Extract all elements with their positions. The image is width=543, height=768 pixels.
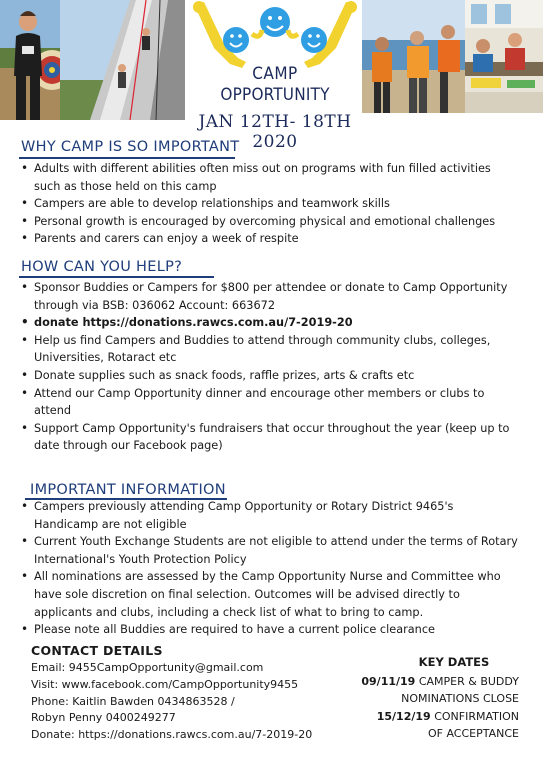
help-list <box>18 279 518 455</box>
key-date-nominations <box>349 673 519 691</box>
key-dates-title: KEY DATES <box>418 655 490 669</box>
confirmation-text: CONFIRMATION <box>430 709 519 723</box>
nominations-date: 09/11/19 <box>361 674 416 688</box>
nominations-text-2: NOMINATIONS CLOSE <box>401 692 519 705</box>
why-heading: WHY CAMP IS SO IMPORTANT <box>21 139 240 155</box>
logo-opportunity-text: OPPORTUNITY <box>220 85 330 105</box>
list-item: • Support Camp Opportunity's fundraisers that occur throughout the year (keep up to date through our Facebook page) <box>18 420 518 455</box>
list-item: • Personal growth is encouraged by overcoming physical and emotional challenges <box>18 213 518 231</box>
photo-climbing-wall <box>60 0 185 120</box>
list-item: • Help us find Campers and Buddies to attend through community clubs, colleges, Universities, Rotaract etc <box>18 332 518 367</box>
contact-phone-2: Robyn Penny 0400249277 <box>31 711 176 725</box>
list-item: • Please note all Buddies are required to have a current police clearance <box>18 621 518 639</box>
why-heading-rule <box>19 157 235 159</box>
contact-title: CONTACT DETAILS <box>31 643 163 658</box>
contact-facebook[interactable]: Visit: www.facebook.com/CampOpportunity9455 <box>31 677 299 691</box>
help-heading-rule <box>19 276 214 278</box>
contact-donate[interactable]: Donate: https://donations.rawcs.com.au/7-2019-20 <box>31 728 313 742</box>
list-item: • Parents and carers can enjoy a week of respite <box>18 230 518 248</box>
photo-camper-archery <box>0 0 60 120</box>
smiley-face-left <box>223 27 249 53</box>
camp-opportunity-logo <box>190 0 360 152</box>
list-item: • Current Youth Exchange Students are not eligible to attend under the terms of Rotary International's Youth Protection Policy <box>18 533 518 568</box>
confirmation-text-2: OF ACCEPTANCE <box>427 727 519 740</box>
donate-link[interactable]: • donate https://donations.rawcs.com.au/7-2019-20 <box>18 314 518 332</box>
photo-craft-tables <box>465 0 543 113</box>
list-item: • Campers are able to develop relationships and teamwork skills <box>18 195 518 213</box>
why-list <box>18 160 518 248</box>
nominations-text: CAMPER & BUDDY <box>415 674 519 688</box>
help-heading: HOW CAN YOU HELP? <box>21 259 183 275</box>
list-item: • Adults with different abilities often miss out on programs with fun filled activities such as those held on this camp <box>18 160 518 195</box>
list-item: • Sponsor Buddies or Campers for $800 per attendee or donate to Camp Opportunity through via BSB: 036062 Account: 663672 <box>18 279 518 314</box>
contact-phone: Phone: Kaitlin Bawden 0434863528 / <box>31 694 235 708</box>
confirmation-date: 15/12/19 <box>376 709 431 723</box>
logo-camp-text: CAMP <box>252 64 298 84</box>
list-item: • Donate supplies such as snack foods, raffle prizes, arts & crafts etc <box>18 367 518 385</box>
smiley-face-center <box>260 7 290 37</box>
contact-email[interactable]: Email: 9455CampOpportunity@gmail.com <box>31 661 264 674</box>
list-item: • Campers previously attending Camp Opportunity or Rotary District 9465's Handicamp are not eligible <box>18 498 518 533</box>
key-dates <box>349 654 519 743</box>
info-list <box>18 498 518 639</box>
camp-dates: JAN 12TH- 18TH 2020 <box>198 112 352 152</box>
list-item: • All nominations are assessed by the Camp Opportunity Nurse and Committee who have sole discretion on final selection. Outcomes will be advised directly to applicants and clubs, including a check list of what to bring to camp. <box>18 568 518 621</box>
info-heading: IMPORTANT INFORMATION <box>30 482 226 498</box>
contact-details <box>31 660 312 744</box>
key-date-confirmation <box>349 708 519 726</box>
list-item: • Attend our Camp Opportunity dinner and encourage other members or clubs to attend <box>18 385 518 420</box>
photo-life-jackets <box>362 0 465 113</box>
smiley-face-right <box>301 27 327 53</box>
